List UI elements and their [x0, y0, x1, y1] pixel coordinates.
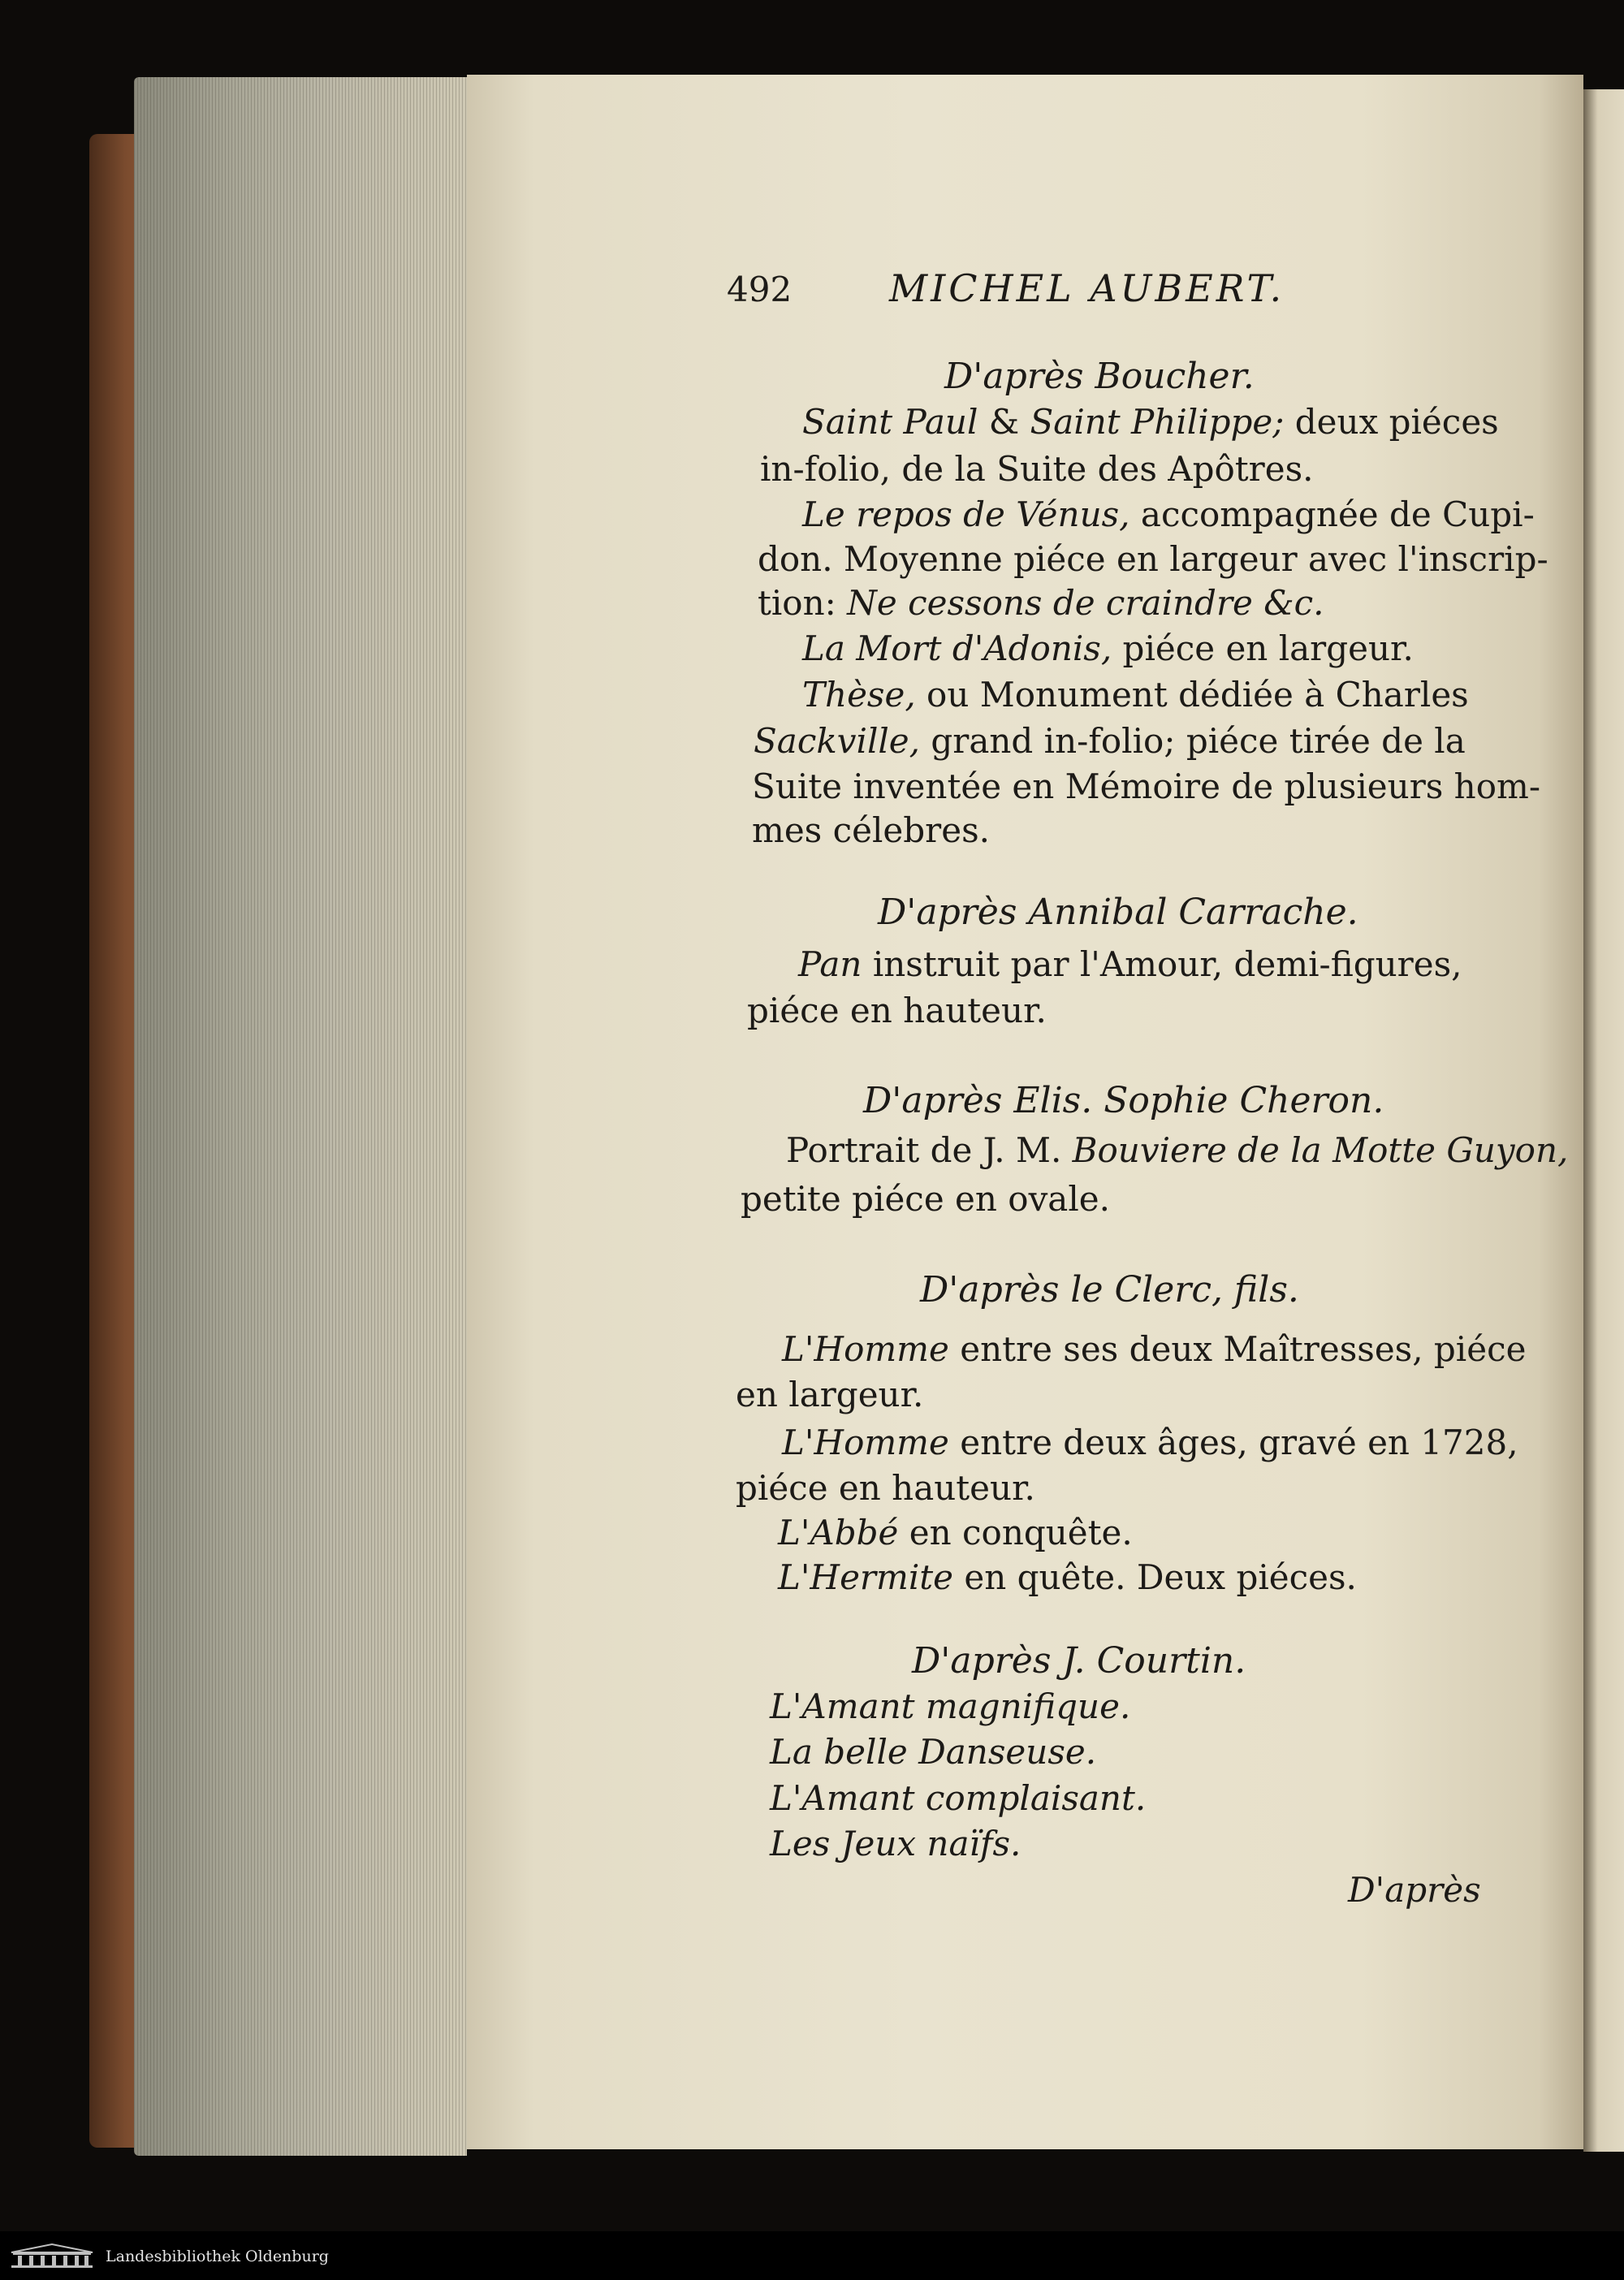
text-run: mes célebres.: [752, 810, 990, 850]
text-run: &: [978, 402, 1030, 442]
text-run: Pan: [798, 944, 862, 984]
text-line: Les Jeux naïfs.: [770, 1824, 1021, 1863]
text-run: en largeur.: [736, 1375, 924, 1414]
text-line: [758, 539, 1548, 579]
text-run: Le repos de Vénus,: [802, 494, 1130, 534]
text-run: deux piéces: [1284, 402, 1499, 442]
text-run: entre deux âges, gravé en 1728,: [948, 1423, 1518, 1462]
text-line: [782, 1423, 1518, 1462]
text-run: Saint Philippe;: [1030, 402, 1285, 442]
text-run: grand in-folio; piéce tirée de la: [920, 721, 1466, 761]
text-line: L'Amant magnifique.: [770, 1686, 1131, 1726]
text-line: La belle Danseuse.: [770, 1732, 1097, 1772]
text-line: [778, 1513, 1133, 1552]
text-line: [802, 494, 1535, 534]
text-run: ou Monument dédiée à Charles: [915, 675, 1469, 715]
text-line: [802, 675, 1469, 715]
section-heading: D'après J. Courtin.: [912, 1640, 1246, 1682]
section-heading: D'après Boucher.: [944, 356, 1255, 397]
library-name: Landesbibliothek Oldenburg: [106, 2248, 329, 2265]
section-heading: D'après le Clerc, fils.: [920, 1269, 1299, 1311]
section-heading: D'après Annibal Carrache.: [878, 892, 1358, 933]
text-run: L'Hermite: [778, 1557, 953, 1597]
text-line: [798, 944, 1462, 984]
text-run: piéce en hauteur.: [736, 1468, 1035, 1508]
text-run: Suite inventée en Mémoire de plusieurs hom-: [752, 766, 1541, 806]
text-line: [747, 991, 1047, 1030]
text-run: tion:: [758, 583, 848, 623]
text-line: [778, 1557, 1357, 1597]
text-line: [782, 1329, 1526, 1369]
section-heading: D'après Elis. Sophie Cheron.: [863, 1080, 1384, 1121]
text-line: [736, 1468, 1035, 1508]
text-run: L'Homme: [782, 1423, 949, 1462]
text-run: instruit par l'Amour, demi-figures,: [862, 944, 1462, 984]
text-run: Bouviere de la Motte Guyon,: [1072, 1130, 1569, 1170]
text-line: [754, 721, 1466, 761]
text-line: L'Amant complaisant.: [770, 1778, 1147, 1818]
text-run: piéce en largeur.: [1112, 628, 1414, 668]
text-line: [758, 583, 1324, 623]
text-line: [736, 1375, 923, 1414]
text-run: Portrait de J. M.: [786, 1130, 1073, 1170]
page-number: 492: [727, 270, 793, 309]
text-run: L'Abbé: [778, 1513, 899, 1552]
text-run: Sackville,: [754, 721, 921, 761]
text-line: [802, 402, 1499, 442]
text-run: L'Homme: [782, 1329, 949, 1369]
text-run: in-folio, de la Suite des Apôtres.: [760, 449, 1314, 489]
text-line: [752, 766, 1540, 806]
text-line: [741, 1179, 1110, 1219]
text-run: petite piéce en ovale.: [741, 1179, 1110, 1219]
text-run: en conquête.: [898, 1513, 1133, 1552]
text-line: [786, 1130, 1568, 1170]
text-run: Saint Paul: [802, 402, 978, 442]
running-title: MICHEL AUBERT.: [889, 266, 1285, 310]
library-building-icon: [8, 2243, 96, 2269]
text-line: [760, 449, 1313, 489]
text-line: [752, 810, 990, 850]
catchword: D'après: [1348, 1870, 1481, 1910]
text-run: don. Moyenne piéce en largeur avec l'inscrip-: [758, 539, 1548, 579]
text-run: piéce en hauteur.: [747, 991, 1047, 1030]
text-run: accompagnée de Cupi-: [1129, 494, 1535, 534]
text-line: [802, 628, 1414, 668]
text-run: La Mort d'Adonis,: [802, 628, 1112, 668]
text-run: en quête. Deux piéces.: [953, 1557, 1357, 1597]
text-run: Ne cessons de craindre &c.: [847, 583, 1324, 623]
text-run: entre ses deux Maîtresses, piéce: [948, 1329, 1527, 1369]
text-run: Thèse,: [802, 675, 916, 715]
